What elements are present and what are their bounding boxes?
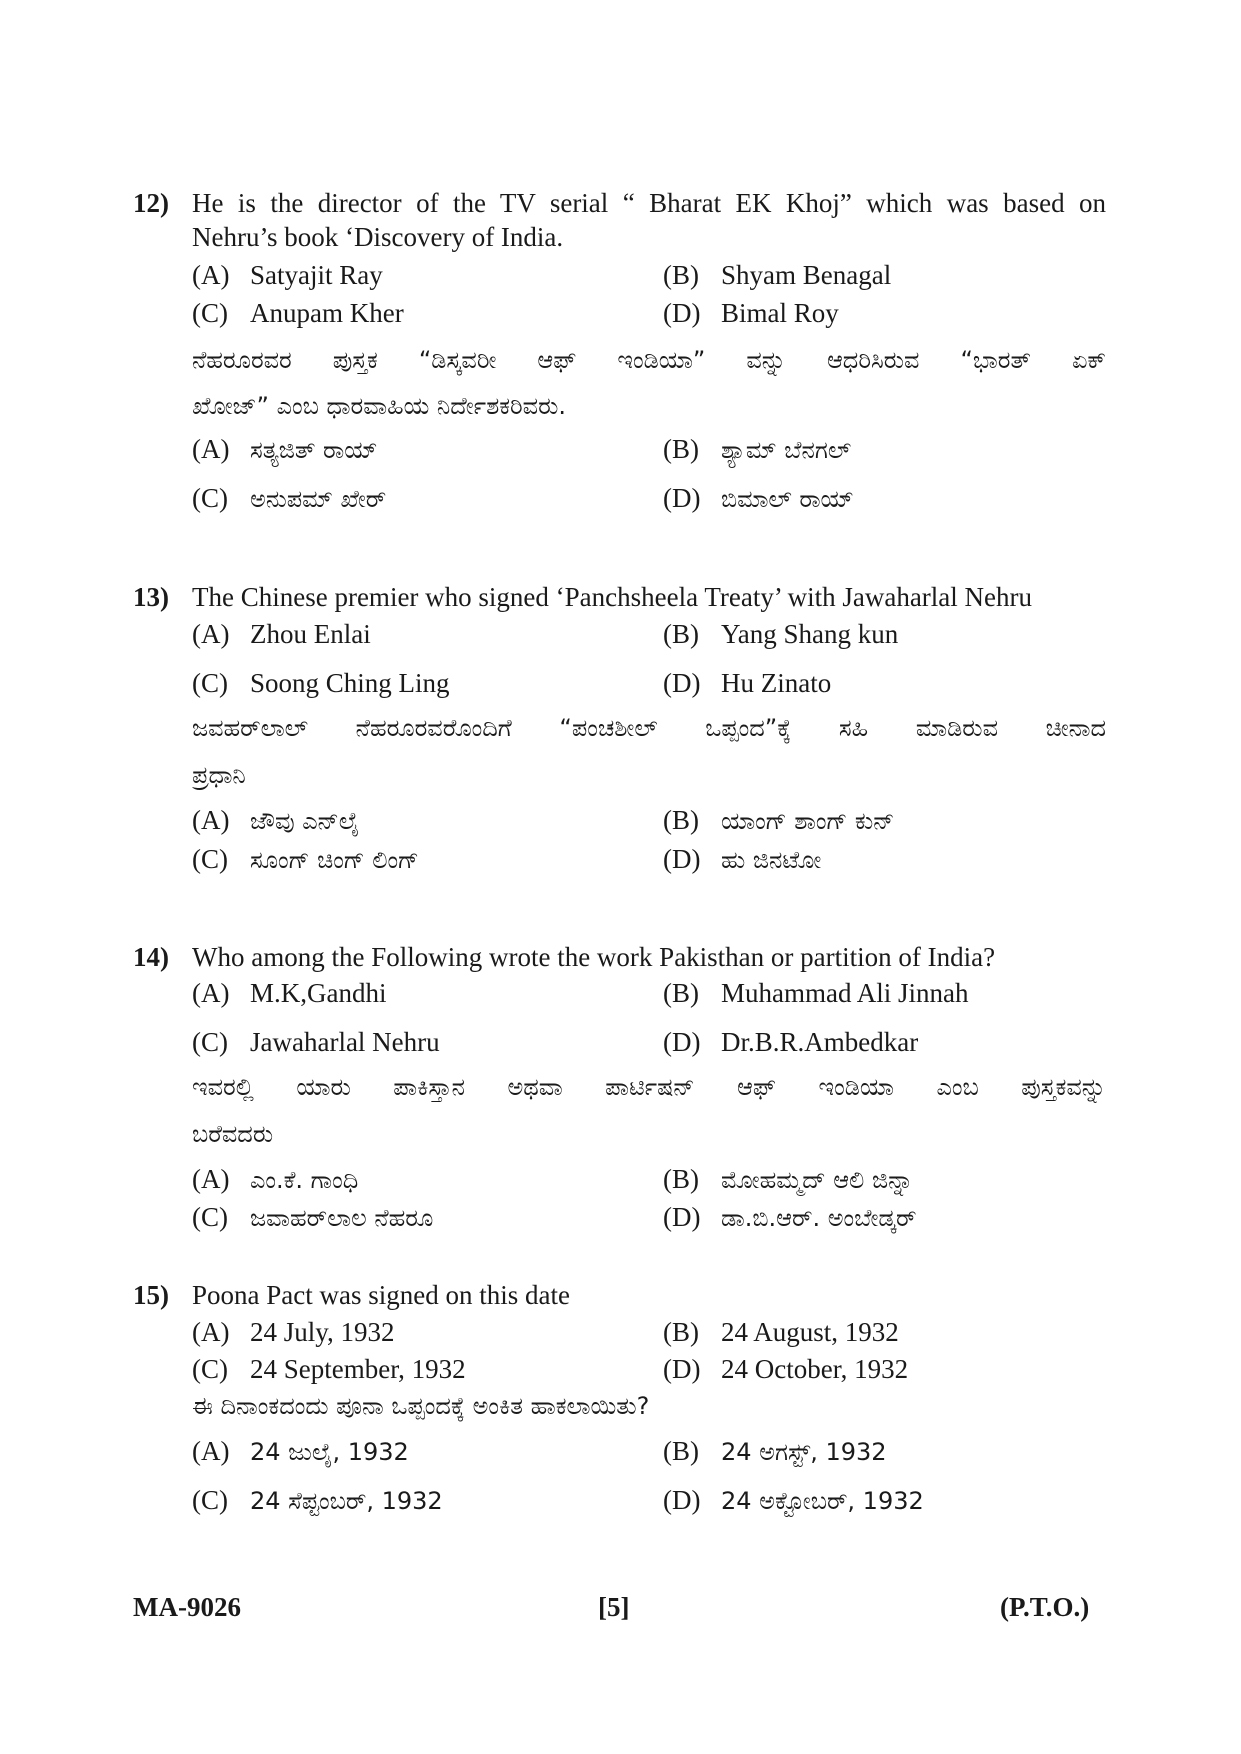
please-turn-over: (P.T.O.) (1000, 1592, 1090, 1622)
option-d: (D) Dr.B.R.Ambedkar (663, 1027, 919, 1057)
option-a: (A) M.K,Gandhi (192, 978, 387, 1008)
option-a-kannada: (A) ಜೌವು ಎನ್‌ಲೈ (192, 805, 360, 835)
option-c: (C) Anupam Kher (192, 298, 404, 328)
option-b: (B) Shyam Benagal (663, 260, 892, 290)
paper-code: MA-9026 (133, 1592, 241, 1622)
question-text-line: Poona Pact was signed on this date (192, 1280, 570, 1310)
question-number: 12) (133, 188, 169, 218)
option-d: (D) 24 October, 1932 (663, 1354, 909, 1384)
question-number: 13) (133, 582, 169, 612)
option-c: (C) Jawaharlal Nehru (192, 1027, 440, 1057)
option-d-kannada: (D) 24 ಅಕ್ಟೋಬರ್, 1932 (663, 1485, 924, 1515)
question-text-kannada-line: ಈ ದಿನಾಂಕದಂದು ಪೂನಾ ಒಪ್ಪಂದಕ್ಕೆ ಅಂಕಿತ ಹಾಕಲಾಯಿತು? (192, 1392, 650, 1420)
question-text-kannada-line: ಬರೆವದರು (192, 1120, 274, 1148)
question-text-kannada-line: ಖೋಜ್” ಎಂಬ ಧಾರವಾಹಿಯ ನಿರ್ದೇಶಕರಿವರು. (192, 392, 567, 420)
option-b: (B) Muhammad Ali Jinnah (663, 978, 969, 1008)
question-number: 14) (133, 942, 169, 972)
option-b-kannada: (B) ಶ್ಯಾಮ್ ಬೆನಗಲ್ (663, 434, 852, 464)
question-text-kannada-line: ಪ್ರಧಾನಿ (192, 761, 246, 789)
option-c: (C) Soong Ching Ling (192, 668, 450, 698)
question-text-line: Who among the Following wrote the work Pakisthan or partition of India? (192, 942, 996, 972)
option-c-kannada: (C) ಸೂಂಗ್ ಚಿಂಗ್ ಲಿಂಗ್ (192, 844, 419, 874)
question-text-kannada-line: ಜವಹರ್‌ಲಾಲ್ ನೆಹರೂರವರೊಂದಿಗೆ “ಪಂಚಶೀಲ್ ಒಪ್ಪಂದ”ಕ್ಕೆ ಸಹಿ ಮಾಡಿರುವ ಚೀನಾದ (192, 714, 1106, 742)
option-d-kannada: (D) ಡಾ.ಬಿ.ಆರ್. ಅಂಬೇಡ್ಕರ್ (663, 1202, 917, 1232)
option-c: (C) 24 September, 1932 (192, 1354, 466, 1384)
question-text-line: Nehru’s book ‘Discovery of India. (192, 222, 564, 252)
option-a-kannada: (A) ಸತ್ಯಜಿತ್ ರಾಯ್ (192, 434, 378, 464)
option-a-kannada: (A) 24 ಜುಲೈ, 1932 (192, 1436, 409, 1466)
option-b: (B) Yang Shang kun (663, 619, 899, 649)
option-a: (A) Zhou Enlai (192, 619, 371, 649)
option-b-kannada: (B) 24 ಅಗಸ್ಟ್, 1932 (663, 1436, 887, 1466)
option-d-kannada: (D) ಹು ಜಿನಟೋ (663, 844, 822, 874)
option-c-kannada: (C) 24 ಸೆಪ್ಟಂಬರ್, 1932 (192, 1485, 443, 1515)
option-d-kannada: (D) ಬಿಮಾಲ್ ರಾಯ್ (663, 483, 855, 513)
question-text-line: He is the director of the TV serial “ Bharat EK Khoj” which was based on (192, 188, 1106, 218)
page-number: [5] (598, 1592, 630, 1622)
option-a-kannada: (A) ಎಂ.ಕೆ. ಗಾಂಧಿ (192, 1164, 359, 1194)
option-c-kannada: (C) ಅನುಪಮ್ ಖೇರ್ (192, 483, 387, 513)
option-d: (D) Bimal Roy (663, 298, 839, 328)
question-text-kannada-line: ಇವರಲ್ಲಿ ಯಾರು ಪಾಕಿಸ್ತಾನ ಅಥವಾ ಪಾರ್ಟಿಷನ್ ಆಫ್ ಇಂಡಿಯಾ ಎಂಬ ಪುಸ್ತಕವನ್ನು (192, 1073, 1106, 1101)
option-b: (B) 24 August, 1932 (663, 1317, 899, 1347)
question-number: 15) (133, 1280, 169, 1310)
option-b-kannada: (B) ಯಾಂಗ್ ಶಾಂಗ್ ಕುನ್ (663, 805, 895, 835)
option-b-kannada: (B) ಮೋಹಮ್ಮದ್ ಆಲಿ ಜಿನ್ನಾ (663, 1164, 914, 1194)
option-a: (A) 24 July, 1932 (192, 1317, 395, 1347)
option-c-kannada: (C) ಜವಾಹರ್‌ಲಾಲ ನೆಹರೂ (192, 1202, 434, 1232)
question-text-line: The Chinese premier who signed ‘Panchsheela Treaty’ with Jawaharlal Nehru (192, 582, 1033, 612)
option-d: (D) Hu Zinato (663, 668, 832, 698)
option-a: (A) Satyajit Ray (192, 260, 383, 290)
question-text-kannada-line: ನೆಹರೂರವರ ಪುಸ್ತಕ “ಡಿಸ್ಕವರೀ ಆಫ್ ಇಂಡಿಯಾ” ವನ್ನು ಆಧರಿಸಿರುವ “ಭಾರತ್ ಏಕ್ (192, 346, 1106, 374)
